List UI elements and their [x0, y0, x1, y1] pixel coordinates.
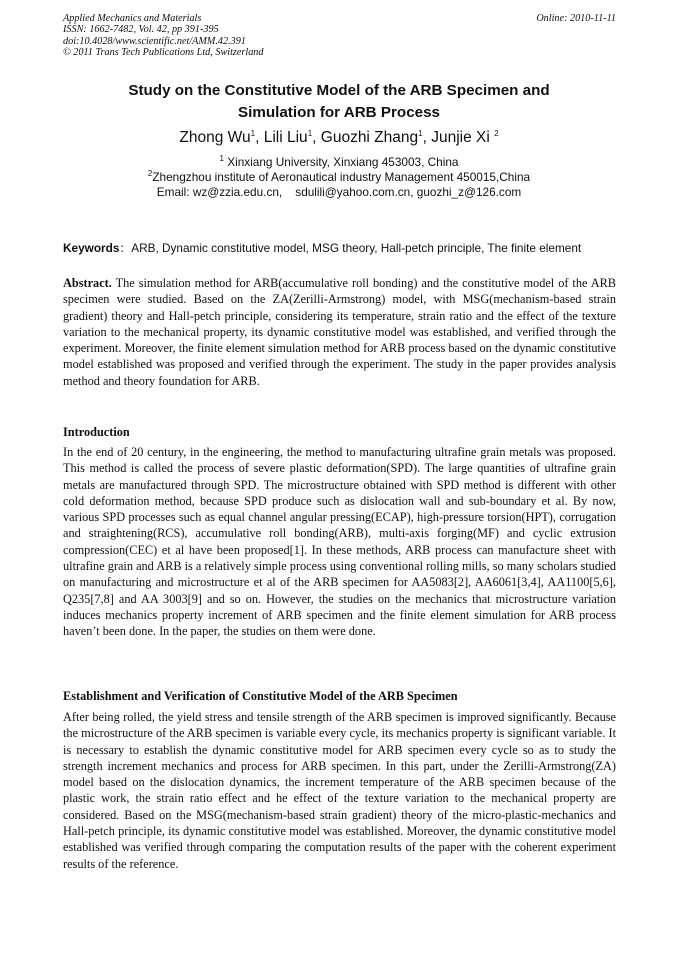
paper-title: Study on the Constitutive Model of the ARB Specimen and Simulation for ARB Process [128, 82, 550, 121]
author-name: Guozhi Zhang [320, 129, 419, 146]
abstract-text: The simulation method for ARB(accumulative roll bonding) and the constitutive model of the ARB specimen were studied. Based on the ZA(Zerilli-Armstrong) model, with MSG(mechanism-based strain gradient) theory and Hall-petch principle, considering its temperature, strain ratio and the effect of the texture variation to the mechanical property, its dynamic constitutive model was established, and verified through the experiment. Moreover, the finite element simulation method for ARB process based on the dynamic constitutive model established was proposed and verified through the experiment. The study in the paper provides analysis method and theory foundation for ARB. [63, 276, 617, 388]
abstract [63, 275, 616, 389]
author-name: Zhong Wu [179, 129, 251, 146]
journal-header [63, 13, 616, 59]
section-heading-introduction: Introduction [63, 425, 130, 439]
keywords [63, 241, 616, 256]
affiliation-2 [60, 170, 618, 184]
keywords-label: Keywords [63, 241, 120, 255]
keywords-separator: ： [119, 241, 132, 255]
online-date: Online: 2010-11-11 [536, 13, 616, 24]
author-name: Lili Liu [263, 129, 308, 146]
affiliation-marker: 2 [147, 169, 153, 179]
copyright-line: © 2011 Trans Tech Publications Ltd, Switzerland [63, 47, 264, 59]
author-affil-marker: 1 [307, 128, 313, 138]
keywords-text: ARB, Dynamic constitutive model, MSG theory, Hall-petch principle, The finite element [131, 241, 582, 255]
abstract-label: Abstract. [63, 276, 112, 290]
author-name: Junjie Xi [431, 129, 490, 146]
introduction-paragraph: In the end of 20 century, in the engineering, the method to manufacturing ultrafine grain metals was proposed. This method is called the process of severe plastic deformation(SPD). The large quantities of ultrafine grain metals are manufactured through SPD. The microstructure obtained with SPD method is different with other cold deformation method, because SPD produce such as dislocation wall and sub-boundary et al. By now, various SPD processes such as equal channel angular pressing(ECAP), high-pressure torsion(HPT), corrugation and straightening(RCS), accumulative roll bonding(ARB), multi-axis forging(MF) and cyclic extrusion compression(CEC) et al have been proposed[1]. In these methods, ARB process can manufacture sheet with ultrafine grain and ARB is a relatively simple process using conventional rolling mills, so many scholars studied on manufacturing and microstructure et al of the ARB specimen for AA5083[2], AA6061[3,4], AA1100[5,6], Q235[7,8] and AA 3003[9] and so on. However, the studies on the mechanics that microstructure variation induces mechanics property increment of ARB specimen and the finite element simulation for ARB process haven’t been done. In the paper, the studies on them were done. [63, 445, 616, 639]
doi-line: doi:10.4028/www.scientific.net/AMM.42.391 [63, 35, 246, 47]
email-line: Email: wz@zzia.edu.cn, sdulili@yahoo.com.cn, guozhi_z@126.com [156, 185, 522, 199]
author-affil-marker: 2 [494, 128, 499, 138]
journal-name: Applied Mechanics and Materials [63, 13, 202, 24]
author-affil-marker: 1 [250, 128, 256, 138]
affiliation-text: Xinxiang University, Xinxiang 453003, China [227, 155, 459, 169]
affiliation-1 [60, 155, 618, 169]
affiliation-text: Zhengzhou institute of Aeronautical industry Management 450015,China [152, 170, 531, 184]
constitutive-model-paragraph: After being rolled, the yield stress and tensile strength of the ARB specimen is improved significantly. Because the microstructure of the ARB specimen is variable every cycle, its mechanics property is significant variable. It is necessary to establish the dynamic constitutive model for ARB specimen every cycle so as to study the strength increment mechanics and process for ARB specimen. In this part, under the Zerilli-Armstrong(ZA) model based on the dislocation dynamics, the increment temperature of the ARB specimen because of the plastic work, the strain ratio effect and he effect of the texture variation to the mechanical property are considered. Based on the MSG(mechanism-based strain gradient) theory of the micro-plastic-mechanics and Hall-petch principle, its dynamic constitutive model was established. Moreover, the dynamic constitutive model established was verified through comparing the computation results of the paper with the coherent experiment results of the reference. [63, 710, 616, 871]
affiliation-marker: 1 [219, 154, 224, 164]
author-list: Zhong Wu$^1$, Lili Liu$^1$, Guozhi Zhang$^1$, Junjie Xi $^2$ [179, 128, 499, 146]
issn-line: ISSN: 1662-7482, Vol. 42, pp 391-395 [63, 24, 219, 36]
author-affil-marker: 1 [418, 128, 423, 138]
section-heading-constitutive-model: Establishment and Verification of Constitutive Model of the ARB Specimen [63, 689, 458, 703]
